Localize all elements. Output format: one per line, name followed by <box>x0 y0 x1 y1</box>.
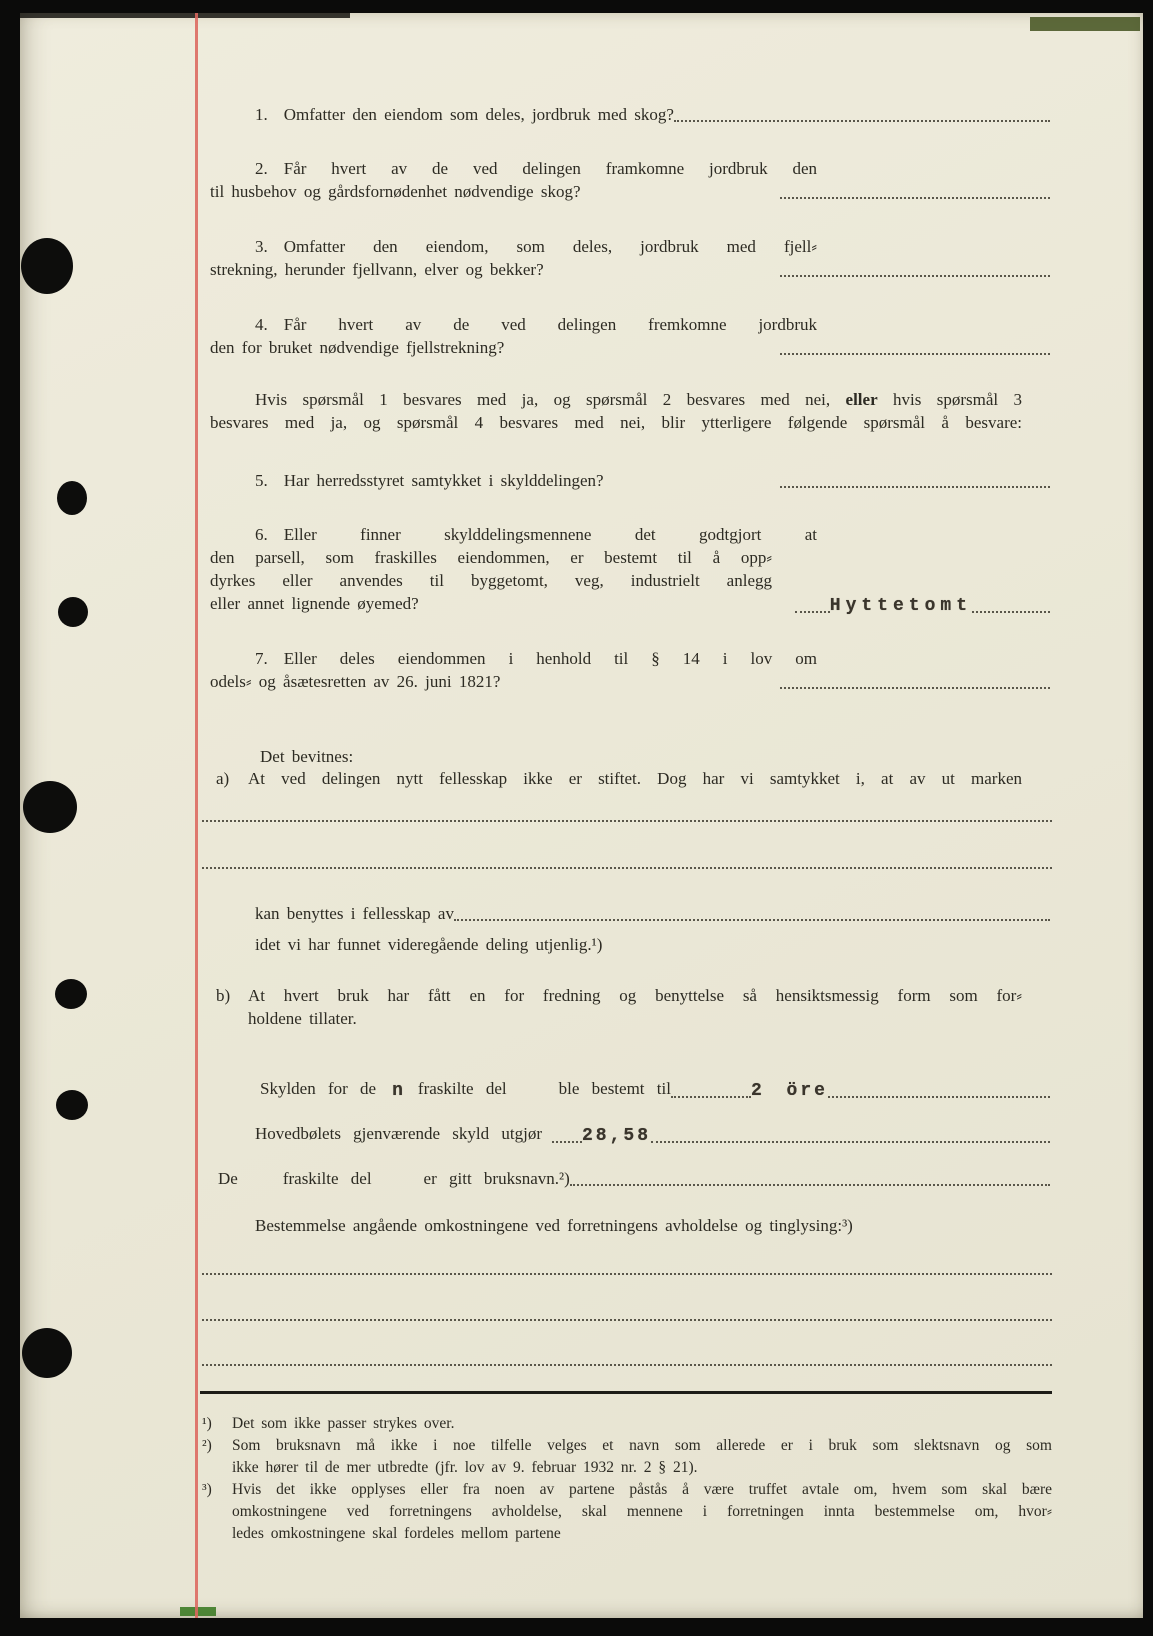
attestation-item-b <box>210 984 1022 1030</box>
punch-hole <box>58 597 88 627</box>
blank-dotted-line <box>202 1273 1052 1275</box>
remaining-skyld-row <box>210 1122 1050 1147</box>
skyld-text-2: fraskilte del <box>417 1079 507 1098</box>
typed-answer-2-ore: 2 öre <box>750 1081 828 1101</box>
shared-use-line <box>210 902 1050 925</box>
punch-hole <box>21 238 73 294</box>
question-6-line-3: dyrkes eller anvendes til byggetomt, veg, industrielt anlegg <box>210 571 772 590</box>
conditions-line-1: Hvis spørsmål 1 besvares med ja, og spørsmål 2 besvares med nei, eller hvis spørsmål 3 <box>255 390 1022 409</box>
footnote-1 <box>200 1413 1052 1435</box>
scan-green-edge-top <box>1030 17 1140 31</box>
footnote-2-line-1: Som bruksnavn må ikke i noe tilfelle velges et navn som allerede er i bruk som slektsnavn og som <box>232 1437 1052 1454</box>
typed-letter-n: n <box>392 1081 406 1101</box>
footnote-1-text: Det som ikke passer strykes over. <box>232 1415 455 1432</box>
item-b-line-2: holdene tillater. <box>248 1009 357 1028</box>
answer-dotted-line <box>454 919 1050 921</box>
attestation-item-a <box>210 767 1022 790</box>
blank-dotted-line <box>202 820 1052 822</box>
typed-answer-28-58: 28,58 <box>582 1126 652 1146</box>
punch-hole <box>55 979 87 1009</box>
costs-provision-line: Bestemmelse angående omkostningene ved forretningens avholdelse og tinglysing:³) <box>255 1216 853 1235</box>
answer-dotted-line <box>780 275 1050 277</box>
footnote-3-marker: ³) <box>202 1481 212 1498</box>
question-4-line-1: 4. Får hvert av de ved delingen fremkomne jordbruk <box>255 315 817 334</box>
punch-hole <box>56 1090 88 1120</box>
skyld-text-1: Skylden for de <box>260 1079 377 1098</box>
answer-dotted-line <box>780 197 1050 199</box>
question-1-text: 1. Omfatter den eiendom som deles, jordbruk med skog? <box>255 105 674 124</box>
question-6-line-4: eller annet lignende øyemed? <box>210 594 419 613</box>
answer-dotted-line <box>795 611 830 613</box>
question-3-line-2: strekning, herunder fjellvann, elver og bekker? <box>210 260 544 279</box>
question-4-line-2: den for bruket nødvendige fjellstrekning? <box>210 338 505 357</box>
question-6 <box>210 523 1050 617</box>
question-5-text: 5. Har herredsstyret samtykket i skylddelingen? <box>255 471 604 490</box>
answer-dotted-line <box>972 611 1050 613</box>
blank-dotted-line <box>202 1319 1052 1321</box>
item-b-text <box>248 984 1022 1030</box>
item-a-text: At ved delingen nytt fellesskap ikke er stiftet. Dog har vi samtykket i, at av ut marken <box>248 769 1022 788</box>
conditions-line-2: besvares med ja, og spørsmål 4 besvares med nei, blir ytterligere følgende spørsmål å besvare: <box>210 413 1022 432</box>
footnote-2-marker: ²) <box>202 1437 212 1454</box>
answer-dotted-line <box>552 1141 582 1143</box>
remaining-skyld-text: Hovedbølets gjenværende skyld utgjør <box>255 1124 542 1143</box>
item-a-label: a) <box>216 769 230 788</box>
footnote-separator-rule <box>200 1391 1052 1394</box>
answer-dotted-line <box>780 353 1050 355</box>
attestation-heading: Det bevitnes: <box>260 747 354 766</box>
question-4 <box>210 313 1050 359</box>
scan-green-mark-bottom <box>180 1607 216 1616</box>
footnote-3-line-3: ledes omkostningene skal fordeles mellom partene <box>232 1525 561 1542</box>
question-3 <box>210 235 1050 281</box>
footnote-2-line-2: ikke hører til de mer utbredte (jfr. lov av 9. februar 1932 nr. 2 § 21). <box>232 1459 698 1476</box>
bruksnavn-row <box>210 1167 1050 1190</box>
item-b-label: b) <box>216 986 231 1005</box>
bruksnavn-text-2: fraskilte del <box>282 1169 372 1188</box>
footnote-3-line-1: Hvis det ikke opplyses eller fra noen av partene påstås å være truffet avtale om, hvem som skal bære <box>232 1481 1052 1498</box>
bruksnavn-text-1: De <box>218 1169 238 1188</box>
question-2 <box>210 157 1050 203</box>
paper-sheet <box>20 13 1143 1618</box>
question-1 <box>210 103 1050 126</box>
blank-dotted-line <box>202 1364 1052 1366</box>
item-b-line-1: At hvert bruk har fått en for fredning og benyttelse så hensiktsmessig form som for⸗ <box>248 986 1022 1005</box>
conditions-paragraph <box>210 388 1022 434</box>
answer-dotted-line <box>671 1096 751 1098</box>
skyld-text-3: ble bestemt til <box>558 1079 671 1098</box>
footnote-3-line-2: omkostningene ved forretningens avholdelse, skal mennene i forretningen innta bestemmelse om, hvor⸗ <box>232 1503 1052 1520</box>
further-division-line: idet vi har funnet videregående deling utjenlig.¹) <box>255 935 603 954</box>
bold-eller: eller <box>845 390 878 409</box>
punch-hole <box>23 781 77 833</box>
typed-answer-hyttetomt: Hyttetomt <box>829 596 972 616</box>
answer-dotted-line <box>780 687 1050 689</box>
bruksnavn-text-3: er gitt bruksnavn.²) <box>423 1169 570 1188</box>
blank-dotted-line <box>202 867 1052 869</box>
skyld-assessment-row <box>210 1077 1050 1102</box>
answer-dotted-line <box>674 120 1050 122</box>
red-margin-line <box>195 13 198 1618</box>
answer-dotted-line <box>570 1184 1050 1186</box>
footnote-1-marker: ¹) <box>202 1415 212 1432</box>
punch-hole <box>57 481 87 515</box>
shared-use-text: kan benyttes i fellesskap av <box>255 904 454 923</box>
question-6-line-1: 6. Eller finner skylddelingsmennene det godtgjort at <box>255 525 817 544</box>
punch-hole <box>22 1328 72 1378</box>
question-2-line-1: 2. Får hvert av de ved delingen framkomne jordbruk den <box>255 159 817 178</box>
answer-dotted-line <box>780 486 1050 488</box>
question-7-line-2: odels⸗ og åsætesretten av 26. juni 1821? <box>210 672 501 691</box>
footnotes <box>200 1413 1052 1545</box>
question-7 <box>210 647 1050 693</box>
question-7-line-1: 7. Eller deles eiendommen i henhold til § 14 i lov om <box>255 649 817 668</box>
answer-dotted-line <box>828 1096 1050 1098</box>
question-6-line-2: den parsell, som fraskilles eiendommen, er bestemt til å opp⸗ <box>210 548 772 567</box>
scan-shadow-top-left <box>20 13 350 18</box>
footnote-3 <box>200 1479 1052 1545</box>
footnote-2 <box>200 1435 1052 1479</box>
question-2-line-2: til husbehov og gårdsfornødenhet nødvendige skog? <box>210 182 581 201</box>
question-5 <box>210 469 1050 492</box>
question-3-line-1: 3. Omfatter den eiendom, som deles, jordbruk med fjell⸗ <box>255 237 817 256</box>
answer-dotted-line <box>651 1141 1050 1143</box>
